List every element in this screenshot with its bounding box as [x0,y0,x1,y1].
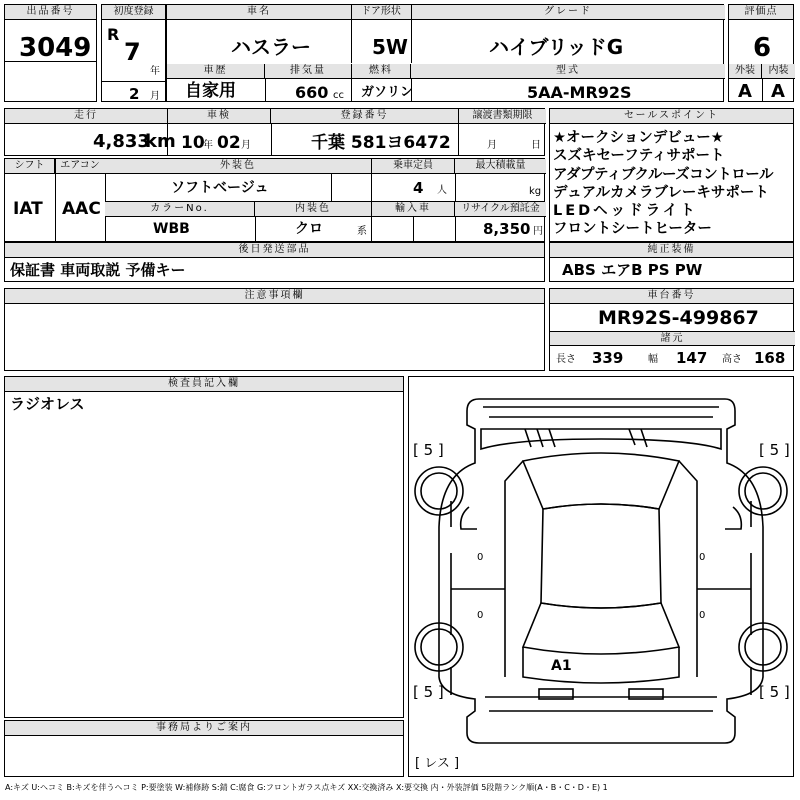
lot-label: 出品番号 [5,5,96,20]
inspection-month-unit: 月 [241,140,251,151]
hood-outline [481,429,721,449]
score-label: 評価点 [729,5,793,20]
office-box [4,720,404,777]
interior-grade-value: A [771,81,785,102]
door-label: ドア形状 [351,5,411,20]
spare-tire-status: [ レス ] [415,756,460,771]
later-parts-value: 保証書 車両取説 予備キー [10,261,186,279]
sales-points-label: セールスポイント [550,109,793,124]
sales-points-box [549,108,794,242]
roof [541,504,661,608]
car-diagram-box [408,376,794,777]
tire-front-left-tread: [ 5 ] [413,441,444,459]
displacement-value: 660 [295,83,329,102]
body-outline [439,399,763,743]
exterior-grade-value: A [738,81,752,102]
sales-point-item: フロントシートヒーター [553,221,712,238]
first-reg-label: 初度登録 [102,5,165,20]
width-label: 幅 [648,354,658,365]
model-value: 5AA-MR92S [527,83,632,102]
plate-value: 千葉 581ヨ6472 [311,133,451,153]
exterior-color-value: ソフトベージュ [171,180,269,196]
grade-label: グレード [411,5,725,20]
later-parts-box [4,242,545,282]
recycle-unit: 円 [533,226,543,237]
first-reg-month: 2 [129,85,140,103]
capacity-unit: 人 [437,185,447,196]
inspection-label: 車検 [167,109,271,124]
first-reg-year-unit: 年 [150,66,160,77]
inspector-box [4,376,404,718]
notes-label: 注意事項欄 [5,289,544,304]
car-name-label: 車名 [167,5,351,20]
exterior-grade-label: 外装 [729,64,762,79]
recycle-value: 8,350 [483,220,531,238]
right-door-line [697,527,751,677]
inspector-value: ラジオレス [10,395,85,413]
shift-value: IAT [13,199,43,219]
height-label: 高さ [722,354,742,365]
left-door-line [451,527,505,677]
height-value: 168 [754,349,786,367]
first-reg-box [101,4,166,102]
exterior-color-label: 外装色 [105,159,371,174]
color-no-label: カラーNo. [105,202,255,217]
mark-o-left-1: 0 [477,552,484,563]
width-value: 147 [676,349,708,367]
sales-point-item: LEDヘッドライト [553,203,698,220]
notes-box [4,288,545,371]
plate-label: 登録番号 [271,109,458,124]
interior-color-unit: 系 [357,226,367,237]
mark-o-right-1: 0 [699,552,706,563]
shift-label: シフト [5,159,55,174]
car-name-value: ハスラー [231,35,311,59]
length-label: 長さ [556,354,576,365]
genuine-equipment-box [549,242,794,282]
displacement-label: 排気量 [265,64,351,79]
mileage-box [4,108,545,156]
mark-o-left-2: 0 [477,610,484,621]
tire-front-right-tread: [ 5 ] [759,441,790,459]
specs-grid [4,158,545,242]
transfer-deadline-label: 譲渡書類期限 [458,109,546,124]
left-mirror [461,507,477,529]
color-no-value: WBB [153,221,190,237]
car-diagram [409,377,793,776]
grille [525,429,647,447]
history-value: 自家用 [185,81,236,101]
tire-front-right-icon [739,467,787,515]
sales-point-item: アダプティブクルーズコントロール [553,166,773,183]
chassis-box [549,288,794,371]
transfer-deadline-day-unit: 日 [531,140,541,151]
lot-box [4,4,97,102]
front-bumper [483,407,719,417]
tire-rear-right-tread: [ 5 ] [759,683,790,701]
specs-label: 諸元 [550,331,795,346]
transfer-deadline-month-unit: 月 [487,140,497,151]
interior-grade-label: 内装 [762,64,795,79]
later-parts-label: 後日発送部品 [5,243,544,258]
first-reg-year: 7 [124,38,141,66]
mileage-value: 4,833 [93,131,150,152]
sales-point-item: スズキセーフティサポート [553,148,725,165]
first-reg-era: R [107,25,120,44]
office-label: 事務局よりご案内 [5,721,403,736]
first-reg-month-unit: 月 [150,91,160,102]
mileage-unit: km [145,131,176,152]
length-value: 339 [592,349,624,367]
damage-mark-a1: A1 [551,658,572,674]
sales-point-item: デュアルカメラブレーキサポート [553,184,769,201]
displacement-unit: cc [333,90,344,101]
sales-point-item: ★オークションデビュー★ [553,130,724,146]
mileage-label: 走行 [5,109,167,124]
genuine-equipment-label: 純正装備 [550,243,793,258]
fuel-label: 燃料 [351,64,411,79]
aircon-label: エアコン [55,159,105,174]
tire-front-left-icon [415,467,463,515]
max-load-label: 最大積載量 [455,159,546,174]
inspection-month: 02 [217,133,241,153]
tire-rear-left-tread: [ 5 ] [413,683,444,701]
a-pillar [505,461,697,527]
legend: A:キズ U:ヘコミ B:キズを伴うヘコミ P:要塗装 W:補修跡 S:錆 C:腐食 G:フロントガラス点キズ XX:交換済み X:要交換 内・外装評価 5段階ランク順(A・B・C・D・E) 1 [5,783,608,792]
rear-bumper [485,697,717,711]
right-mirror [725,507,741,529]
mark-o-right-2: 0 [699,610,706,621]
max-load-unit: kg [529,186,542,197]
aircon-value: AAC [62,199,101,219]
model-label: 型式 [411,64,725,79]
grade-value: ハイブリッドG [489,35,624,59]
capacity-value: 4 [413,179,424,197]
lot-number: 3049 [19,33,92,63]
inspection-year-unit: 年 [203,140,213,151]
rear-hatch [523,647,679,683]
score-box [728,4,794,102]
interior-color-value: クロ [295,221,323,237]
chassis-label: 車台番号 [550,289,793,304]
history-label: 車歴 [167,64,265,79]
capacity-label: 乗車定員 [371,159,455,174]
top-main-box [166,4,724,102]
inspector-label: 検査員記入欄 [5,377,403,392]
sales-points-list [553,129,773,239]
rear-window [523,603,679,654]
recycle-label: リサイクル預託金 [455,202,546,217]
genuine-equipment-value: ABS エアB PS PW [562,261,703,279]
fuel-value: ガソリン [361,85,414,100]
import-label: 輸入車 [371,202,455,217]
inspection-year: 10 [181,133,205,153]
windshield [523,453,679,509]
interior-color-label: 内装色 [255,202,371,217]
score-value: 6 [753,33,772,63]
chassis-value: MR92S-499867 [598,307,759,329]
door-value: 5W [372,35,408,59]
